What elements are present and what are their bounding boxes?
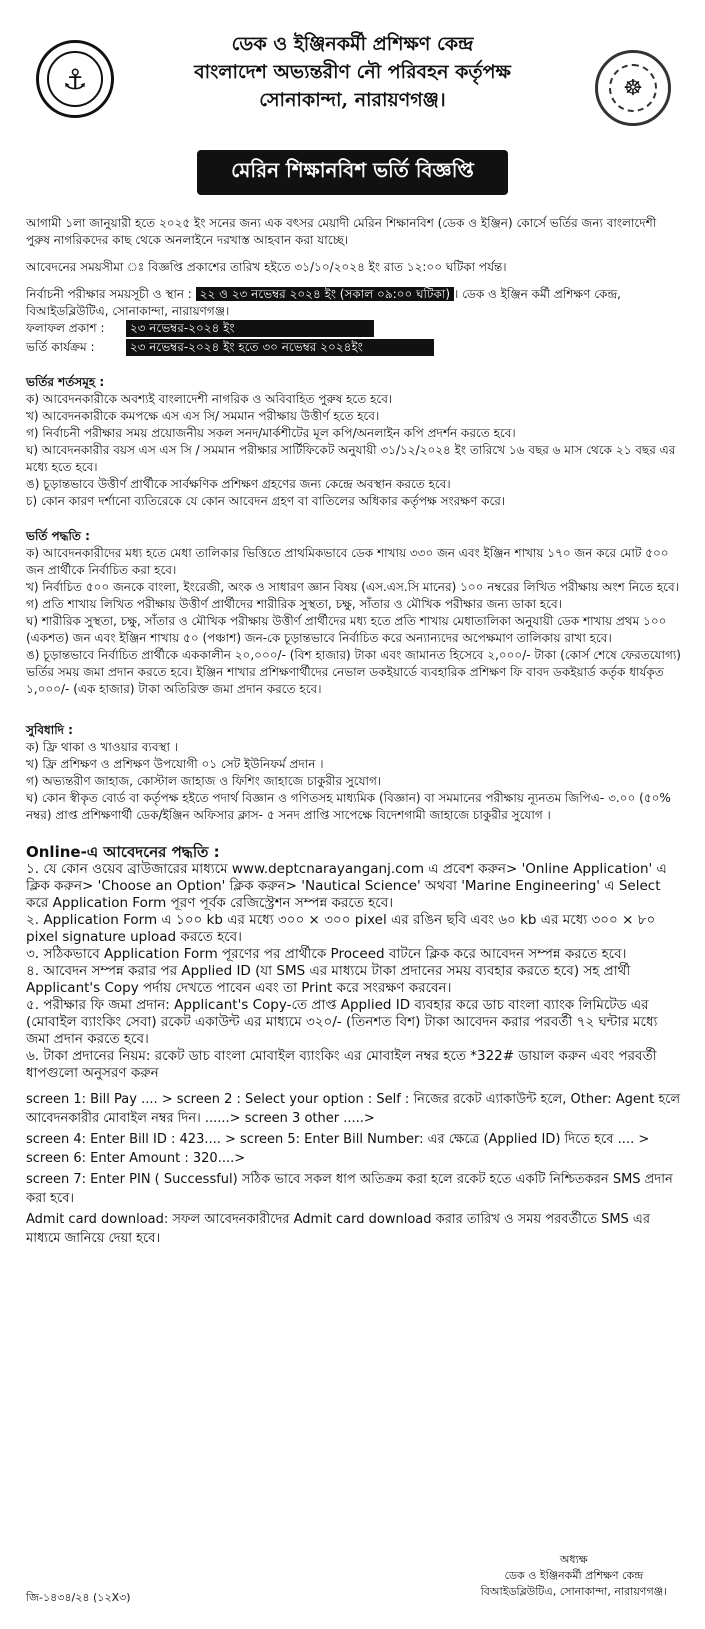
org-line-1: ডেক ও ইঞ্জিনকর্মী প্রশিক্ষণ কেন্দ্র [231,33,474,55]
publication-code: জি-১৪৩৪/২৪ (১২X৩) [26,1591,131,1604]
signatory-address: বিআইডব্লিউটিএ, সোনাকান্দা, নারায়ণগঞ্জ। [480,1585,667,1598]
online-step: ১. যে কোন ওয়েব ব্রাউজারের মাধ্যমে www.deptcnarayanganj.com এ প্রবেশ করুন> 'Online Application' এ ক্লিক করুন> 'Choose an Option' ক্লিক করুন> 'Nautical Science' অথবা 'Marine Engineering' এ Select করে Application Form পূরণ পূর্বক রেজিস্ট্রেশন সম্পন্ন করতে হবে। [26,861,667,911]
condition-item: চ) কোন কারণ দর্শানো ব্যতিরেকে যে কোন আবেদন গ্রহণ বা বাতিলের অধিকার কর্তৃপক্ষ সংরক্ষণ করে। [26,494,506,508]
org-line-3: সোনাকান্দা, নারায়ণগঞ্জ। [259,89,446,111]
rocket-screen-step: Admit card download: সফল আবেদনকারীদের Admit card download করার তারিখ ও সময় পরবর্তীতে SMS এর মাধ্যমে জানিয়ে দেয়া হবে। [26,1212,650,1246]
rocket-screen-step: screen 4: Enter Bill ID : 423.... > screen 5: Enter Bill Number: এর ক্ষেত্রে (Applied ID) দিতে হবে .... > screen 6: Enter Amount : 320....> [26,1132,650,1166]
online-step: ৫. পরীক্ষার ফি জমা প্রদান: Applicant's Copy-তে প্রাপ্ত Applied ID ব্যবহার করে ডাচ বাংলা ব্যাংক লিমিটেড এর (মোবাইল ব্যাংকিং সেবা) রকেট একাউন্ট এর মাধ্যমে ৩২০/- (তিনশত বিশ) টাকা আবেদন করার পরবর্তী ৭২ ঘন্টার মধ্যে জমা প্রদান করতে হবে। [26,997,658,1047]
method-list [26,545,683,698]
condition-item: ক) আবেদনকারীকে অবশ্যই বাংলাদেশী নাগরিক ও অবিবাহিত পুরুষ হতে হবে। [26,392,393,406]
signature-block [481,1552,667,1600]
benefits-title: সুবিধাদি : [26,723,73,737]
training-center-logo [595,50,671,126]
online-step: ৩. সঠিকভাবে Application Form পূরণের পর প্রার্থীকে Proceed বাটনে ক্লিক করে আবেদন সম্পন্ন করতে হবে। [26,946,627,962]
method-item: ঘ) শারীরিক সুস্থতা, চক্ষু, সাঁতার ও মৌখিক পরীক্ষায় উত্তীর্ণ প্রার্থীদের মধ্য হতে প্রতি শাখায় মেধাতালিকা অনুযায়ী ডেক শাখায় প্রথম ১০০ (একশত) জন এবং ইঞ্জিন শাখায় ৫০ (পঞ্চাশ) জন-কে চূড়ান্তভাবে নির্বাচিত করে অন্যান্যদের অপেক্ষমাণ তালিকায় রাখা হবে। [26,614,667,645]
rocket-screen-step: screen 7: Enter PIN ( Successful) সঠিক ভাবে সকল ধাপ অতিক্রম করা হলে রকেট হতে একটি নিশ্চিতকরন SMS প্রদান করা হবে। [26,1172,673,1206]
ship-icon: ⚓ [47,51,103,107]
benefit-item: ক) ফ্রি থাকা ও খাওয়ার ব্যবস্থা । [26,740,179,754]
method-item: খ) নির্বাচিত ৫০০ জনকে বাংলা, ইংরেজী, অংক ও সাধারণ জ্ঞান বিষয় (এস.এস.সি মানের) ১০০ নম্বরের লিখিত পরীক্ষায় অংশ নিতে হবে। [26,580,679,594]
banner-wrap [16,150,689,195]
result-row [26,320,683,337]
exam-place: । ডেক ও ইঞ্জিন কর্মী প্রশিক্ষণ কেন্দ্র, বিআইডব্লিউটিএ, সোনাকান্দা, নারায়ণগঞ্জ। [26,287,621,318]
condition-item: ঙ) চূড়ান্তভাবে উত্তীর্ণ প্রার্থীকে সার্বক্ষণিক প্রশিক্ষণ গ্রহণের জন্য কেন্দ্রে অবস্থান করতে হবে। [26,477,451,491]
admission-value: ২৩ নভেম্বর-২০২৪ ইং হতে ৩০ নভেম্বর ২০২৪ইং [126,339,434,356]
method-item: গ) প্রতি শাখায় লিখিত পরীক্ষায় উত্তীর্ণ প্রার্থীদের শারীরিক সুস্থতা, চক্ষু, সাঁতার ও মৌখিক পরীক্ষার জন্য ডাকা হবে। [26,597,562,611]
benefit-item: ঘ) কোন স্বীকৃত বোর্ড বা কর্তৃপক্ষ হইতে পদার্থ বিজ্ঞান ও গণিতসহ মাধ্যমিক (বিজ্ঞান) বা সমমানের পরীক্ষায় ন্যূনতম জিপিএ- ৩.০০ (৫০% নম্বর) প্রাপ্ত প্রশিক্ষণার্থী ডেক/ইঞ্জিন অফিসার ক্লাস- ৫ সনদ প্রাপ্তি সাপেক্ষে বিদেশগামী জাহাজে চাকুরীর সুযোগ । [26,791,671,822]
online-step: ২. Application Form এ ১০০ kb এর মধ্যে ৩০০ × ৩০০ pixel এর রঙিন ছবি এবং ৬০ kb এর মধ্যে ৩০০ × ৮০ pixel signature upload করতে হবে। [26,912,656,945]
signatory-title: অধ্যক্ষ [559,1553,588,1566]
condition-item: ঘ) আবেদনকারীর বয়স এস এস সি / সমমান পরীক্ষার সার্টিফিকেট অনুযায়ী ৩১/১২/২০২৪ ইং তারিখে ১৬ বছর ৬ মাস থেকে ২১ বছর এর মধ্যে হতে হবে। [26,443,676,474]
conditions-title: ভর্তির শর্তসমূহ : [26,375,105,389]
method-item: ক) আবেদনকারীদের মধ্য হতে মেধা তালিকার ভিত্তিতে প্রাথমিকভাবে ডেক শাখায় ৩৩০ জন এবং ইঞ্জিন শাখায় ১৭০ জন করে মোট ৫০০ জন প্রার্থীকে নির্বাচিত করা হবে। [26,546,669,577]
wheel-icon: ☸ [609,64,657,112]
header [16,8,689,150]
online-steps [26,861,683,1082]
online-title: Online-এ আবেদনের পদ্ধতি : [26,843,220,861]
condition-item: খ) আবেদনকারীকে কমপক্ষে এস এস সি/ সমমান পরীক্ষায় উত্তীর্ণ হতে হবে। [26,409,380,423]
conditions-list [26,391,683,510]
rocket-screens [26,1090,683,1248]
result-label: ফলাফল প্রকাশ : [26,321,105,335]
online-step: ৪. আবেদন সম্পন্ন করার পর Applied ID (যা SMS এর মাধ্যমে টাকা প্রদানের সময় ব্যবহার করতে হবে) সহ প্রার্থী Applicant's Copy পর্দায় দেখতে পাবেন এবং তা Print করে সংরক্ষণ করবেন। [26,963,631,996]
online-step: ৬. টাকা প্রদানের নিয়ম: রকেট ডাচ বাংলা মোবাইল ব্যাংকিং এর মোবাইল নম্বর হতে *322# ডায়াল করুন এবং পরবর্তী ধাপগুলো অনুসরণ করুন [26,1048,657,1081]
organization-title [126,30,579,114]
benefits-list [26,739,683,824]
method-item: ঙ) চূড়ান্তভাবে নির্বাচিত প্রার্থীকে এককালীন ২০,০০০/- (বিশ হাজার) টাকা এবং জামানত হিসেবে ২,০০০/- টাকা (কোর্স শেষে ফেরতযোগ্য) ভর্তির সময় জমা প্রদান করতে হবে। ইঞ্জিন শাখার প্রশিক্ষণার্থীদের নেভাল ডকইয়ার্ডে ব্যবহারিক প্রশিক্ষণ ফি বাবদ ডকইয়ার্ড কর্তৃক ধার্যকৃত ১,০০০/- (এক হাজার) টাকা অতিরিক্ত জমা প্রদান করতে হবে। [26,648,681,696]
exam-date: ২২ ও ২৩ নভেম্বর ২০২৪ ইং (সকাল ০৯:০০ ঘটিকা) [196,287,454,301]
rocket-screen-step: screen 1: Bill Pay .... > screen 2 : Select your option : Self : নিজের রকেট এ্যাকাউন্ট হলে, Other: Agent হলে আবেদনকারীর মোবাইল নম্বর দিন। ......> screen 3 other .....> [26,1092,681,1126]
admission-label: ভর্তি কার্যক্রম : [26,340,95,354]
deadline-text: আবেদনের সময়সীমা ঃ বিজ্ঞপ্তি প্রকাশের তারিখ হইতে ৩১/১০/২০২৪ ইং রাত ১২:০০ ঘটিকা পর্যন্ত। [26,260,507,274]
condition-item: গ) নির্বাচনী পরীক্ষার সময় প্রয়োজনীয় সকল সনদ/মার্কশীটের মূল কপি/অনলাইন কপি প্রদর্শন করতে হবে। [26,426,516,440]
intro-text: আগামী ১লা জানুয়ারী হতে ২০২৫ ইং সনের জন্য এক বৎসর মেয়াদী মেরিন শিক্ষানবিশ (ডেক ও ইঞ্জিন) কোর্সে ভর্তির জন্য বাংলাদেশী পুরুষ নাগরিকদের কাছ থেকে অনলাইনে দরখাস্ত আহবান করা যাচ্ছে। [26,216,657,247]
result-value: ২৩ নভেম্বর-২০২৪ ইং [126,320,374,337]
admission-row [26,339,683,356]
org-line-2: বাংলাদেশ অভ্যন্তরীণ নৌ পরিবহন কর্তৃপক্ষ [194,61,511,83]
notice-body [16,215,689,1248]
benefit-item: খ) ফ্রি প্রশিক্ষণ ও প্রশিক্ষণ উপযোগী ০১ সেট ইউনিফর্ম প্রদান । [26,757,324,771]
signatory-org: ডেক ও ইঞ্জিনকর্মী প্রশিক্ষণ কেন্দ্র [504,1569,644,1582]
notice-title: মেরিন শিক্ষানবিশ ভর্তি বিজ্ঞপ্তি [197,150,508,195]
biwta-logo [36,40,114,118]
notice-page [16,8,689,1620]
method-title: ভর্তি পদ্ধতি : [26,529,90,543]
exam-schedule [26,286,683,320]
benefit-item: গ) অভ্যন্তরীণ জাহাজ, কোস্টাল জাহাজ ও ফিশিং জাহাজে চাকুরীর সুযোগ। [26,774,382,788]
exam-label: নির্বাচনী পরীক্ষার সময়সূচী ও স্থান : [26,287,192,301]
